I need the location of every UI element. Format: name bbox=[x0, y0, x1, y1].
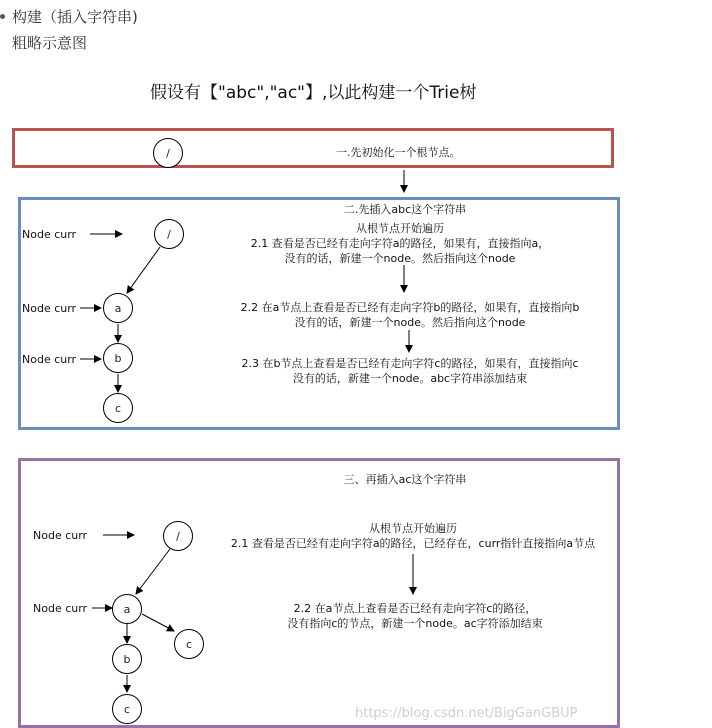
diagram-title: 假设有【"abc","ac"】,以此构建一个Trie树 bbox=[150, 83, 477, 103]
note-line: 没有的话，新建一个node。abc字符串添加结束 bbox=[292, 372, 528, 385]
root-node: / bbox=[153, 138, 183, 168]
node-b: b bbox=[112, 644, 142, 674]
pointer-label: Node curr bbox=[33, 529, 88, 542]
note-line: 2.1 查看是否已经有走向字符a的路径，已经存在，curr指针直接指向a节点 bbox=[230, 537, 596, 550]
step2-note-1 bbox=[230, 221, 570, 266]
watermark: https://blog.csdn.net/BigGanGBUP bbox=[355, 706, 578, 721]
section-title: 构建（插入字符串) bbox=[12, 8, 138, 26]
pointer-label: Node curr bbox=[33, 602, 88, 615]
root-node: / bbox=[163, 521, 193, 551]
note-line: 没有的话，新建一个node。然后指向这个node bbox=[294, 316, 526, 329]
node-a: a bbox=[112, 594, 142, 624]
note-line: 没有指向c的节点，新建一个node。ac字符添加结束 bbox=[287, 617, 543, 630]
tree-edge bbox=[136, 549, 170, 594]
step3-heading: 三、再插入ac这个字符串 bbox=[343, 473, 467, 486]
step3-note-2 bbox=[240, 601, 590, 631]
step1-description: 一.先初始化一个根节点。 bbox=[336, 146, 461, 159]
pointer-label: Node curr bbox=[22, 353, 77, 366]
tree-edge bbox=[127, 247, 160, 293]
pointer-label: Node curr bbox=[22, 302, 77, 315]
step2-heading: 二.先插入abc这个字符串 bbox=[343, 203, 467, 216]
note-line: 2.2 在a节点上查看是否已经有走向字符b的路径，如果有，直接指向b bbox=[240, 301, 580, 314]
step2-note-3 bbox=[210, 356, 610, 386]
note-line: 2.3 在b节点上查看是否已经有走向字符c的路径，如果有，直接指向c bbox=[241, 357, 579, 370]
tree-edge bbox=[142, 614, 174, 631]
node-b: b bbox=[103, 343, 133, 373]
note-line: 2.1 查看是否已经有走向字符a的路径，如果有，直接指向a， bbox=[250, 237, 550, 250]
pointer-label: Node curr bbox=[22, 228, 77, 241]
node-c: c bbox=[112, 694, 142, 724]
node-c-new: c bbox=[174, 629, 204, 659]
step3-note-1 bbox=[210, 521, 616, 551]
node-a: a bbox=[103, 293, 133, 323]
root-node: / bbox=[154, 219, 184, 249]
step2-note-2 bbox=[210, 300, 610, 330]
note-line: 从根节点开始遍历 bbox=[356, 222, 444, 235]
note-line: 从根节点开始遍历 bbox=[369, 522, 457, 535]
section-subtitle: 粗略示意图 bbox=[12, 34, 88, 52]
node-c: c bbox=[103, 393, 133, 423]
note-line: 没有的话，新建一个node。然后指向这个node bbox=[284, 252, 516, 265]
note-line: 2.2 在a节点上查看是否已经有走向字符c的路径， bbox=[293, 602, 537, 615]
